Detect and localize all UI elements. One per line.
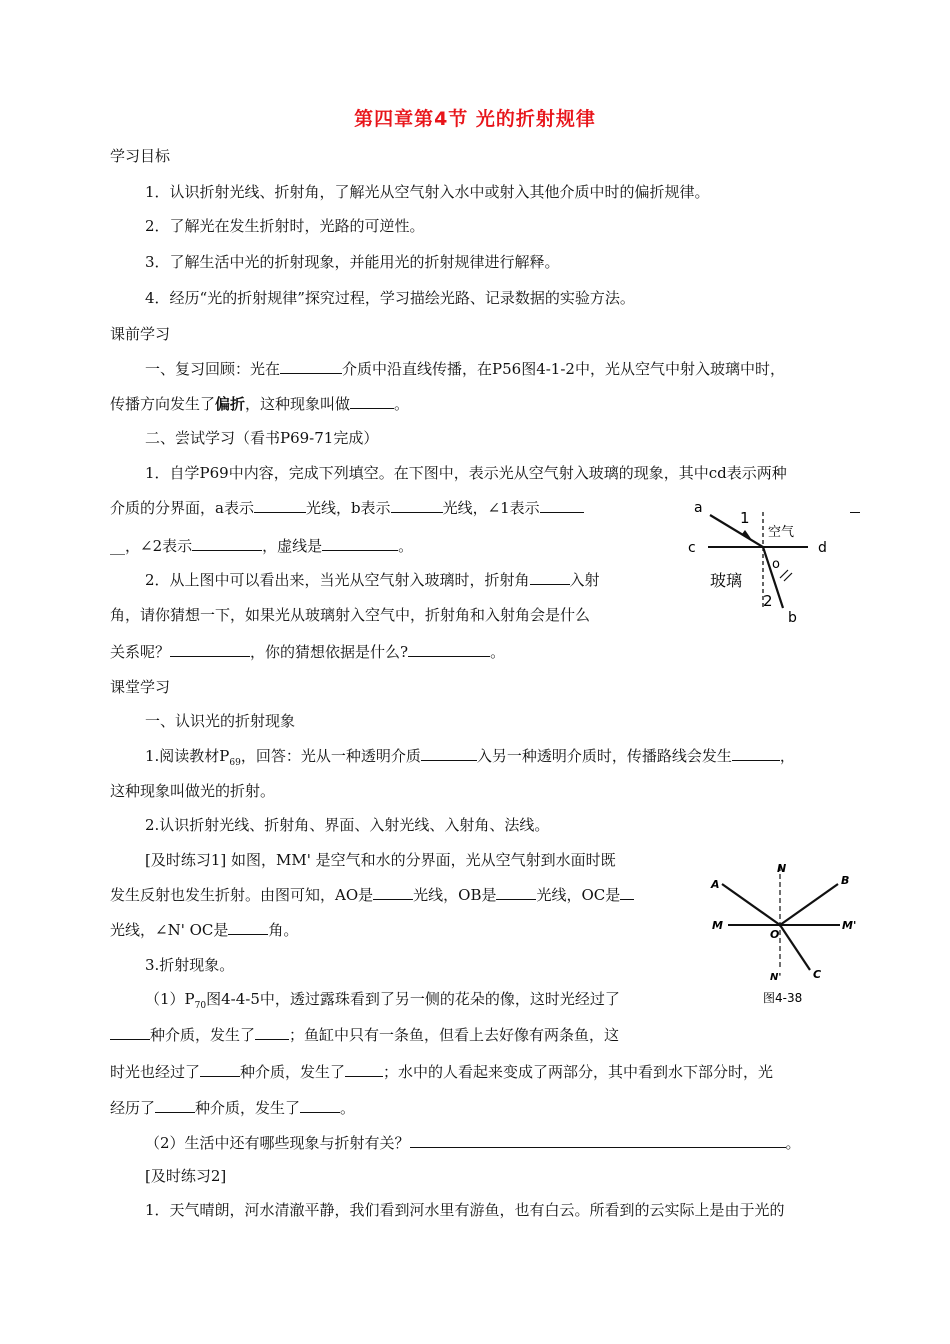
fill-blank[interactable] (530, 570, 570, 585)
fill-blank[interactable] (300, 1098, 340, 1113)
objective-item: 3．了解生活中光的折射现象，并能用光的折射规律进行解释。 (145, 253, 560, 271)
label-2: 2 (763, 592, 773, 610)
fill-blank[interactable] (345, 1062, 383, 1077)
label-d: d (818, 540, 827, 556)
fill-blank[interactable] (350, 394, 394, 409)
fill-blank[interactable] (110, 1025, 150, 1040)
review-line-1: 一、复习回顾：光在 介质中沿直线传播，在P56图4-1-2中，光从空气中射入玻璃中时， (145, 360, 785, 378)
objective-item: 4．经历“光的折射规律”探究过程，学习描绘光路、记录数据的实验方法。 (145, 289, 635, 307)
life-line: （2）生活中还有哪些现象与折射有关？ 。 (145, 1134, 801, 1152)
item-2: 2.认识折射光线、折射角、界面、入射光线、入射角、法线。 (145, 816, 550, 834)
page-title: 第四章第4节 光的折射规律 (354, 108, 596, 130)
fill-blank[interactable] (280, 359, 342, 374)
q2-line-3: 关系呢？ ，你的猜想依据是什么? 。 (110, 643, 506, 661)
phen-line-1: $(1)P_{70}$图4-4-5中，透过露珠看到了另一侧的花朵的像，这时光经过了 (145, 990, 620, 1011)
refracted-ray-oc (780, 925, 810, 970)
reflected-ray-ob (780, 884, 838, 925)
read-line-2: 这种现象叫做光的折射。 (110, 782, 276, 800)
label-M-prime: M' (842, 919, 857, 932)
last-line: 1．天气晴朗，河水清澈平静，我们看到河水里有游鱼，也有白云。所看到的云实际上是由于光的 (145, 1201, 785, 1219)
q2-line-2: 角，请你猜想一下，如果光从玻璃射入空气中，折射角和入射角会是什么 (110, 606, 591, 624)
label-c: c (688, 540, 696, 556)
fill-blank[interactable] (155, 1098, 195, 1113)
fill-blank[interactable] (192, 536, 262, 551)
label-b: b (788, 610, 797, 626)
fill-blank[interactable] (373, 885, 413, 900)
objective-item: 2．了解光在发生折射时，光路的可逆性。 (145, 217, 425, 235)
refraction-diagram (680, 490, 850, 630)
fill-blank[interactable] (732, 746, 780, 761)
item-3: 3.折射现象。 (145, 956, 235, 974)
fill-blank-tail (850, 498, 860, 518)
fill-blank[interactable] (421, 746, 477, 761)
q1-line-1: 1．自学P69中内容，完成下列填空。在下图中，表示光从空气射入玻璃的现象，其中cd表示两种 (145, 464, 787, 482)
ex2-heading: [及时练习2] (145, 1167, 227, 1185)
fill-blank[interactable] (391, 498, 443, 513)
section-heading-pre: 课前学习 (110, 325, 171, 343)
incident-ray (710, 515, 763, 547)
ex1-line-1: [及时练习1] 如图，MM' 是空气和水的分界面，光从空气射到水面时既 (145, 851, 616, 869)
label-air: 空气 (768, 525, 795, 540)
review-line-2: 传播方向发生了偏折，这种现象叫做 。 (110, 395, 410, 413)
part1-heading: 一、认识光的折射现象 (145, 712, 296, 730)
label-glass: 玻璃 (710, 571, 743, 590)
fill-blank[interactable] (620, 885, 634, 900)
fill-blank[interactable] (254, 498, 306, 513)
label-B: B (841, 874, 850, 887)
fill-blank[interactable] (255, 1025, 289, 1040)
fill-blank[interactable] (170, 642, 250, 657)
incident-ray-ao (722, 884, 780, 925)
phen-line-2: 种介质，发生了 ；鱼缸中只有一条鱼，但看上去好像有两条鱼，这 (110, 1025, 619, 1045)
section-heading-class: 课堂学习 (110, 678, 171, 696)
label-N: N (777, 862, 787, 875)
label-O: O (770, 928, 780, 941)
fill-blank[interactable] (496, 885, 536, 900)
read-line-1: 1.阅读教材$P_{69}$，回答：光从一种透明介质 入另一种透明介质时，传播路线会发生 ， (145, 747, 795, 768)
ex1-line-2: 发生反射也发生折射。由图可知，AO是 光线，OB是 光线，OC是 (110, 885, 634, 905)
label-M: M (712, 919, 723, 932)
fill-blank[interactable] (228, 920, 268, 935)
label-C: C (813, 968, 822, 981)
fill-blank[interactable] (322, 536, 398, 551)
try-heading: 二、尝试学习（看书P69-71完成） (145, 429, 379, 447)
fill-blank[interactable] (408, 642, 490, 657)
label-N-prime: N' (770, 972, 782, 983)
q2-line-1: 2．从上图中可以看出来，当光从空气射入玻璃时，折射角 入射 (145, 571, 600, 589)
fill-blank[interactable] (540, 498, 584, 513)
label-A: A (711, 878, 720, 891)
phen-line-3: 时光也经过了 种介质，发生了 ；水中的人看起来变成了两部分，其中看到水下部分时，光 (110, 1063, 774, 1081)
figure-caption: 图4-38 (763, 991, 803, 1005)
label-1: 1 (740, 509, 750, 527)
phen-line-4: 经历了 种介质，发生了 。 (110, 1099, 356, 1117)
objective-item: 1．认识折射光线、折射角，了解光从空气射入水中或射入其他介质中时的偏折规律。 (145, 183, 710, 201)
ex1-line-3: 光线，∠N' OC是 角。 (110, 921, 299, 939)
section-heading-objectives: 学习目标 (110, 147, 171, 165)
fill-blank[interactable] (410, 1133, 786, 1148)
label-a: a (694, 500, 703, 516)
q1-line-2: 介质的分界面，a表示 光线，b表示 光线，∠1表示 (110, 498, 584, 518)
label-o: o (772, 557, 780, 572)
fill-blank[interactable] (200, 1062, 240, 1077)
q1-line-3: __，∠2表示 ，虚线是 。 (110, 537, 414, 555)
reflection-refraction-diagram (700, 858, 870, 1008)
